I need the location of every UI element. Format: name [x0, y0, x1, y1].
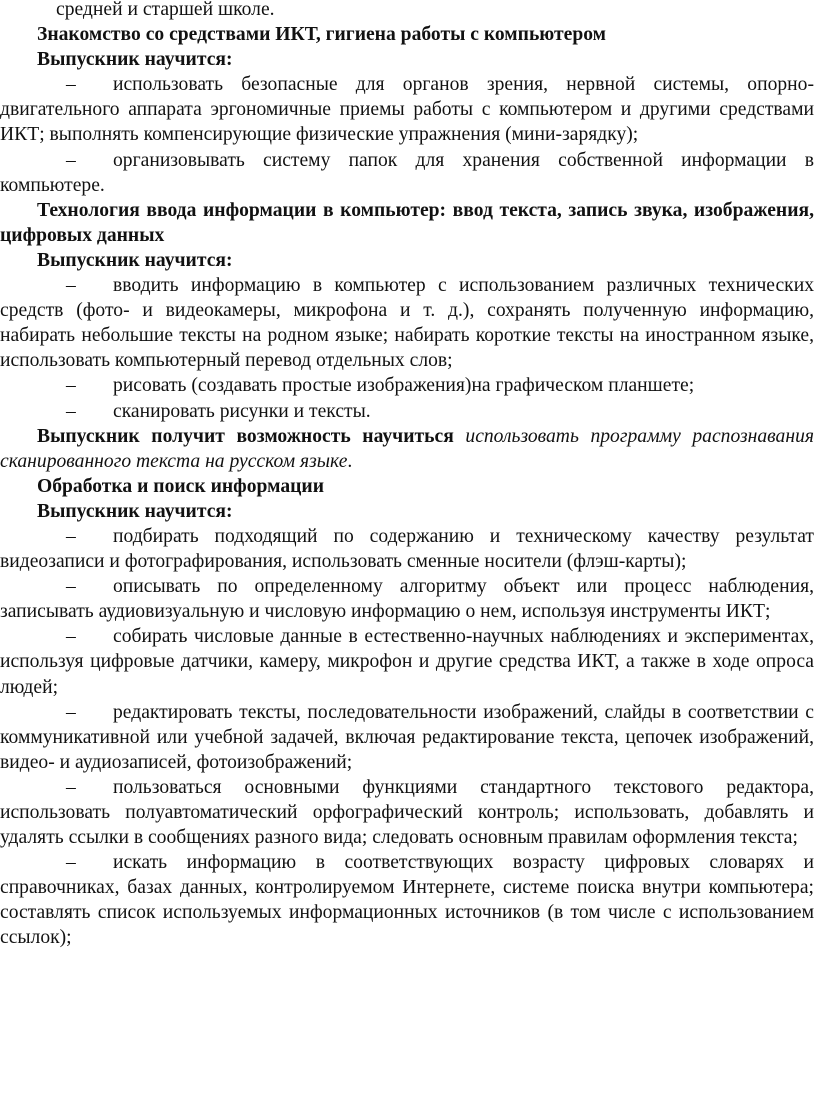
list-item-text: собирать числовые данные в естественно-научных наблюдениях и экспериментах, используя цифровые датчики, камеру, микрофон и другие средства ИКТ, а также в ходе опроса людей;: [0, 626, 814, 698]
dash-bullet: –: [66, 852, 76, 874]
section-heading-input-technology: Технология ввода информации в компьютер: ввод текста, запись звука, изображения, цифровых данных: [0, 199, 814, 246]
dash-bullet: –: [66, 626, 76, 648]
list-item: [0, 524, 814, 574]
list-item: [0, 373, 814, 398]
list-item-text: использовать безопасные для органов зрения, нервной системы, опорно-двигательного аппарата эргономичные приемы работы с компьютером и другими средствами ИКТ; выполнять компенсирующие физические упражнения (мини-зарядку);: [0, 74, 814, 146]
list-item: [0, 148, 814, 198]
opportunity-label: Выпускник получит возможность научиться: [37, 425, 454, 447]
learns-label: Выпускник научится:: [37, 249, 233, 271]
list-item: [0, 850, 814, 950]
list-item-text: рисовать (создавать простые изображения)на графическом планшете;: [113, 375, 695, 397]
dash-bullet: –: [66, 701, 76, 723]
list-item-text: сканировать рисунки и тексты.: [113, 400, 371, 422]
list-item: [0, 399, 814, 424]
list-item-text: описывать по определенному алгоритму объект или процесс наблюдения, записывать аудиовизуальную и числовую информацию о нем, используя инструменты ИКТ;: [0, 576, 814, 623]
list-item-text: подбирать подходящий по содержанию и техническому качеству результат видеозаписи и фотографирования, использовать сменные носители (флэш-карты);: [0, 525, 814, 573]
learns-label: Выпускник научится:: [37, 500, 233, 522]
list-item-text: пользоваться основными функциями стандартного текстового редактора, использовать полуавтоматический орфографический контроль; использовать, добавлять и удалять ссылки в сообщениях разного вида; следовать основным правилам оформления текста;: [0, 776, 814, 849]
list-item-text: искать информацию в соответствующих возрасту цифровых словарях и справочниках, базах данных, контролируемом Интернете, системе поиска внутри компьютера; составлять список используемых информационных источников (в том числе с использованием ссылок);: [0, 852, 814, 949]
list-item-text: вводить информацию в компьютер с использованием различных технических средств (фото- и видеокамеры, микрофона и т. д.), сохранять полученную информацию, набирать небольшие тексты на родном языке; набирать короткие тексты на иностранном языке, использовать компьютерный перевод отдельных слов;: [0, 275, 814, 372]
dash-bullet: –: [66, 400, 76, 422]
intro-text: средней и старшей школе.: [56, 0, 275, 20]
learns-label: Выпускник научится:: [37, 49, 233, 71]
list-item-text: организовывать систему папок для хранения собственной информации в компьютере.: [0, 149, 814, 196]
opportunity-paragraph: [0, 424, 814, 474]
dash-bullet: –: [66, 149, 76, 171]
dash-bullet: –: [66, 525, 76, 547]
dash-bullet: –: [66, 275, 76, 297]
dash-bullet: –: [66, 776, 76, 798]
list-item-text: редактировать тексты, последовательности изображений, слайды в соответствии с коммуникативной или учебной задачей, включая редактирование текста, цепочек изображений, видео- и аудиозаписей, фотоизображений;: [0, 701, 814, 773]
opportunity-text: использовать программу распознавания сканированного текста на русском языке: [0, 425, 814, 472]
list-item: [0, 72, 814, 147]
dash-bullet: –: [66, 576, 76, 598]
list-item: [0, 775, 814, 850]
dash-bullet: –: [66, 74, 76, 96]
list-item: [0, 574, 814, 624]
dash-bullet: –: [66, 375, 76, 397]
opportunity-end: .: [347, 450, 353, 472]
list-item: [0, 624, 814, 699]
list-item: [0, 273, 814, 373]
section-heading-processing-search: Обработка и поиск информации: [37, 475, 324, 497]
section-heading-ict-hygiene: Знакомство со средствами ИКТ, гигиена работы с компьютером: [37, 24, 607, 46]
list-item: [0, 700, 814, 775]
intro-fragment: [0, 0, 814, 22]
